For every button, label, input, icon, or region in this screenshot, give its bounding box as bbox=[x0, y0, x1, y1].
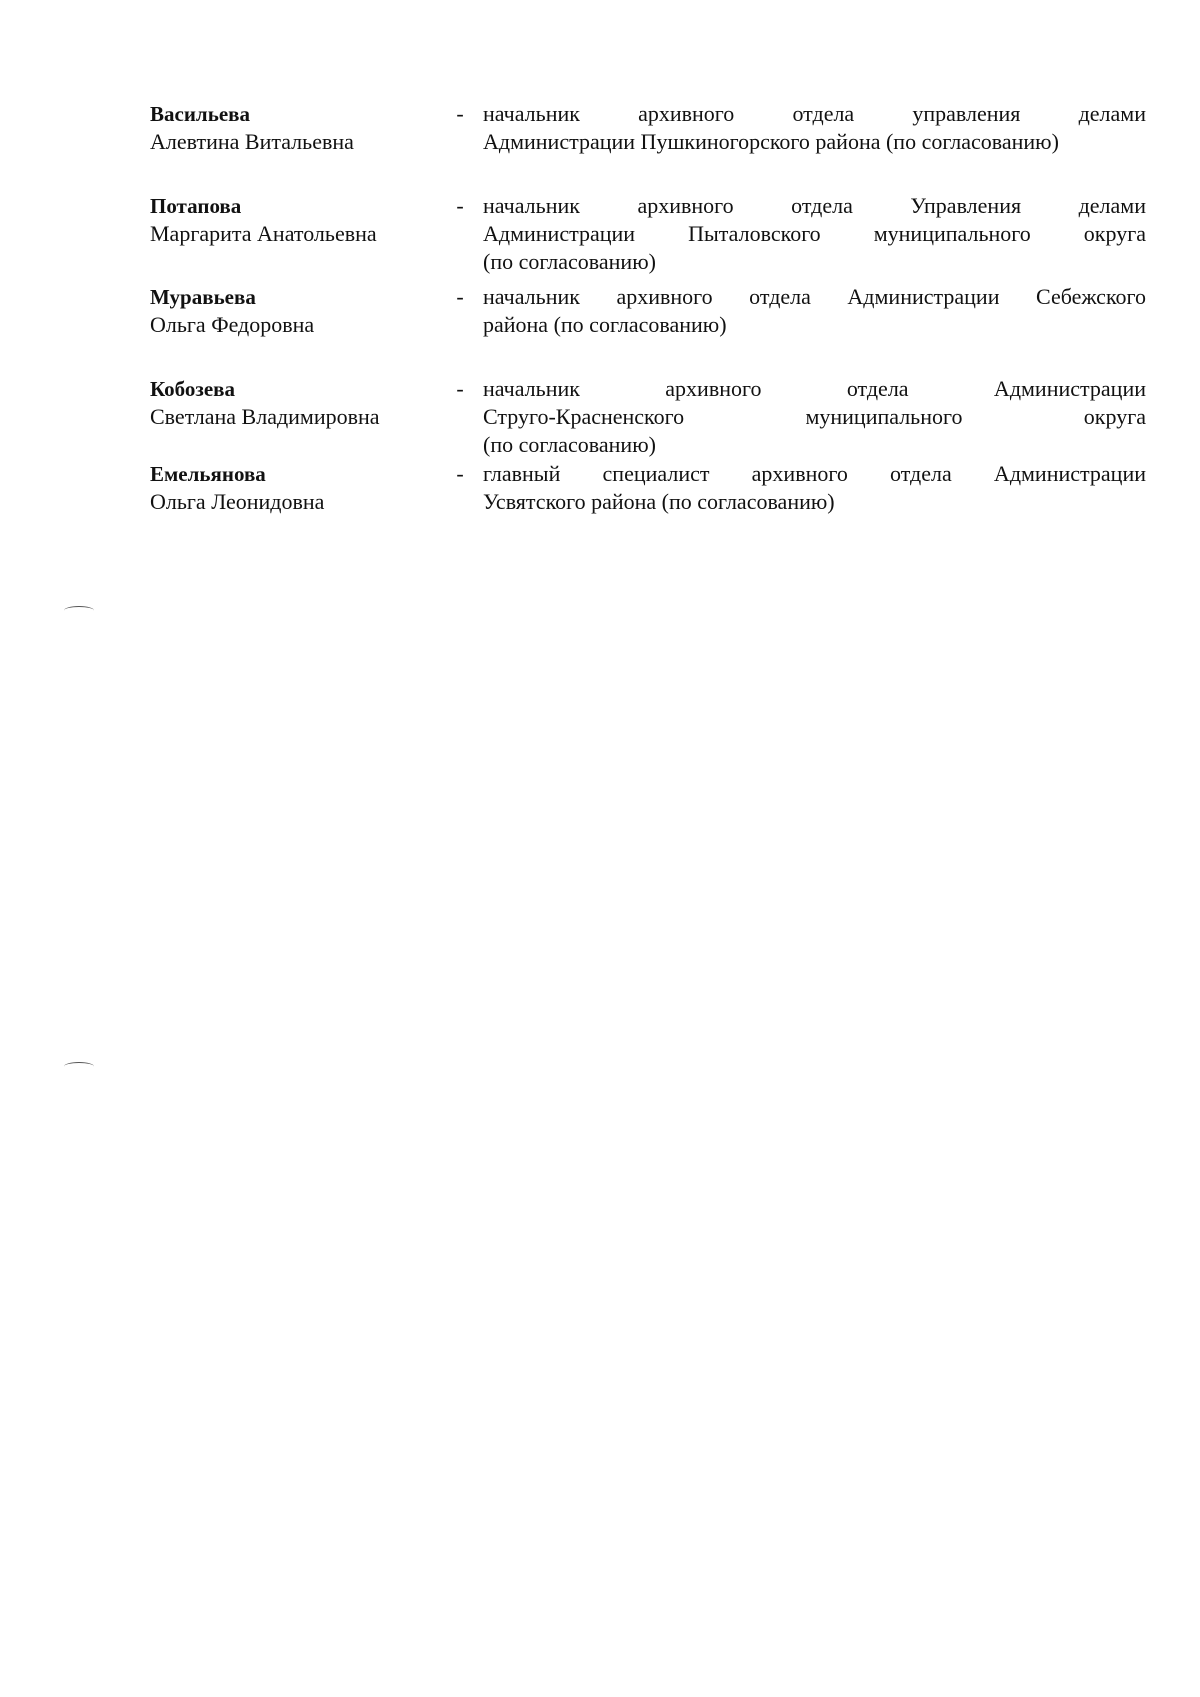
member-name bbox=[150, 375, 440, 431]
member-name bbox=[150, 283, 440, 339]
role-line: начальник архивного отдела Администрации bbox=[483, 376, 1146, 401]
member-surname: Потапова bbox=[150, 194, 242, 218]
role-line: главный специалист архивного отдела Администрации bbox=[483, 461, 1146, 486]
member-name bbox=[150, 100, 440, 156]
member-role bbox=[483, 460, 1146, 516]
role-line: (по согласованию) bbox=[483, 432, 656, 457]
member-given-names: Светлана Владимировна bbox=[150, 404, 380, 429]
punch-hole-mark bbox=[64, 1062, 94, 1071]
member-role bbox=[483, 375, 1146, 459]
separator-dash: - bbox=[456, 193, 464, 218]
role-line: (по согласованию) bbox=[483, 249, 656, 274]
punch-hole-mark bbox=[64, 606, 94, 615]
separator-dash: - bbox=[456, 461, 464, 486]
role-line: начальник архивного отдела Управления делами bbox=[483, 193, 1146, 218]
member-role bbox=[483, 283, 1146, 339]
separator-dash: - bbox=[456, 284, 464, 309]
member-name bbox=[150, 460, 440, 516]
member-surname: Емельянова bbox=[150, 462, 266, 486]
role-line: Струго-Красненского муниципального округа bbox=[483, 404, 1146, 429]
member-role bbox=[483, 100, 1146, 156]
member-role bbox=[483, 192, 1146, 276]
role-line: начальник архивного отдела управления делами bbox=[483, 101, 1146, 126]
role-line: района (по согласованию) bbox=[483, 312, 727, 337]
role-line: Администрации Пушкиногорского района (по согласованию) bbox=[483, 129, 1059, 154]
member-given-names: Ольга Федоровна bbox=[150, 312, 315, 337]
member-surname: Муравьева bbox=[150, 285, 256, 309]
role-line: Усвятского района (по согласованию) bbox=[483, 489, 835, 514]
role-line: Администрации Пыталовского муниципального округа bbox=[483, 221, 1146, 246]
separator-dash: - bbox=[456, 376, 464, 401]
member-given-names: Маргарита Анатольевна bbox=[150, 221, 377, 246]
member-surname: Кобозева bbox=[150, 377, 236, 401]
member-surname: Васильева bbox=[150, 102, 250, 126]
member-given-names: Алевтина Витальевна bbox=[150, 129, 354, 154]
separator-dash: - bbox=[456, 101, 464, 126]
role-line: начальник архивного отдела Администрации Себежского bbox=[483, 284, 1146, 309]
member-given-names: Ольга Леонидовна bbox=[150, 489, 325, 514]
member-name bbox=[150, 192, 440, 248]
